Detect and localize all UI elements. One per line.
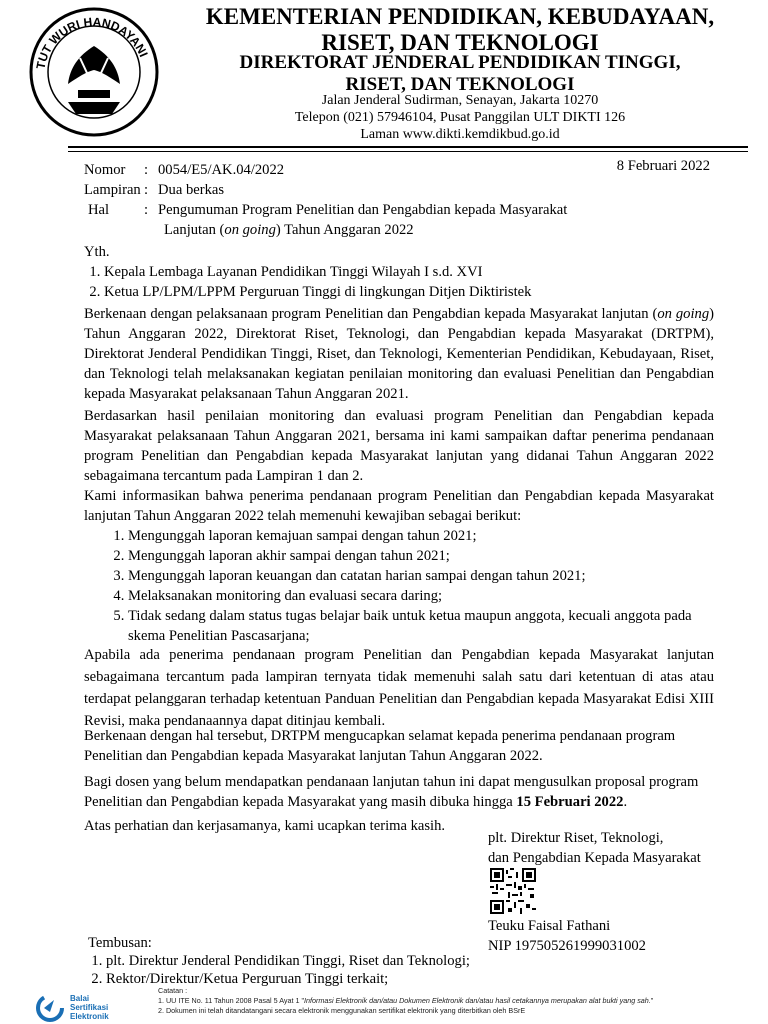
svg-text:Sertifikasi: Sertifikasi [70, 1003, 109, 1012]
body-paragraph-1: Berkenaan dengan pelaksanaan program Penelitian dan Pengabdian kepada Masyarakat lanjutan (on going) Tahun Anggaran 2022, Direktorat Riset, Teknologi, dan Pengabdian kepada Masyarakat (DRTPM), Direktorat Jenderal Pendidikan Tinggi, Riset, dan Teknologi, Kementerian Pendidikan, Kebudayaan, Riset, dan Teknologi telah melaksanakan kegiatan penilaian monitoring dan evaluasi Penelitian dan Pengabdian kepada Masyarakat pelaksanaan Tahun Anggaran 2021. [84, 306, 714, 402]
letterhead-address [160, 92, 760, 143]
body-paragraph-7: Atas perhatian dan kerjasamanya, kami ucapkan terima kasih. [84, 818, 446, 834]
signer-nip: NIP 197505261999031002 [488, 938, 646, 954]
letter-date: 8 Februari 2022 [616, 158, 710, 174]
catatan-label: Catatan : [158, 986, 188, 995]
body-paragraph-5: Berkenaan dengan hal tersebut, DRTPM mengucapkan selamat kepada penerima pendanaan program Penelitian dan Pengabdian kepada Masyarakat lanjutan Tahun Anggaran 2022. [84, 728, 676, 764]
list-item: 3. Mengunggah laporan keuangan dan catatan harian sampai dengan tahun 2021; [128, 566, 714, 586]
signer-name: Teuku Faisal Fathani [488, 918, 611, 934]
bsre-logo [34, 990, 154, 1024]
list-item: 5. Tidak sedang dalam status tugas belajar baik untuk ketua maupun anggota, kecuali anggota pada skema Penelitian Pascasarjana; [128, 606, 714, 646]
recipients [84, 242, 724, 302]
address-line: Jalan Jenderal Sudirman, Senayan, Jakarta 10270 [321, 93, 599, 108]
tembusan-item: 2. Rektor/Direktur/Ketua Perguruan Tinggi terkait; [106, 970, 508, 988]
letter-number: 0054/E5/AK.04/2022 [158, 162, 285, 178]
obligations-list [104, 526, 714, 646]
salutation: Yth. [84, 244, 110, 260]
letterhead-rule-thick [68, 146, 748, 148]
body-paragraph-4: Apabila ada penerima pendanaan program Penelitian dan Pengabdian kepada Masyarakat lanjutan sebagaimana tercantum pada lampiran ternyata tidak memenuhi salah satu dari ketentuan di atas atau terdapat pelanggaran terhadap ketentuan Panduan Penelitian dan Pengabdian kepada Masyarakat Edisi XIII Revisi, maka pendanaannya dapat ditinjau kembali. [84, 647, 714, 729]
letter-subject: Pengumuman Program Penelitian dan Pengabdian kepada Masyarakat Lanjutan (on going) Tahun Anggaran 2022 [158, 202, 568, 238]
tembusan-label: Tembusan: [88, 935, 152, 951]
tembusan [88, 934, 508, 988]
body-paragraph-2: Berdasarkan hasil penilaian monitoring dan evaluasi program Penelitian dan Pengabdian kepada Masyarakat pelaksanaan Tahun Anggaran 2021, bersama ini kami sampaikan daftar penerima pendanaan program Penelitian dan Pengabdian kepada Masyarakat lanjutan yang didanai Tahun Anggaran 2022 sebagaimana tercantum pada Lampiran 1 dan 2. [84, 408, 714, 484]
recipient-item: 2. Ketua LP/LPM/LPPM Perguruan Tinggi di lingkungan Ditjen Diktiristek [104, 282, 724, 302]
body-paragraph-6: Bagi dosen yang belum mendapatkan pendanaan lanjutan tahun ini dapat mengusulkan proposal program Penelitian dan Pengabdian kepada Masyarakat yang masih dibuka hingga 15 Februari 2022. [84, 774, 699, 810]
tembusan-item: 1. plt. Direktur Jenderal Pendidikan Tinggi, Riset dan Teknologi; [106, 952, 508, 970]
footer-notes [158, 986, 758, 1016]
tut-wuri-handayani-logo [28, 6, 160, 138]
attachment-count: Dua berkas [158, 182, 225, 198]
svg-text:TUT WURI HANDAYANI: TUT WURI HANDAYANI [33, 14, 151, 71]
qr-code [490, 868, 536, 914]
svg-text:Elektronik: Elektronik [70, 1012, 109, 1021]
list-item: 1. Mengunggah laporan kemajuan sampai dengan tahun 2021; [128, 526, 714, 546]
note-1: 1. UU ITE No. 11 Tahun 2008 Pasal 5 Ayat 1 "Informasi Elektronik dan/atau Dokumen Elektronik dan/atau hasil cetakannya merupakan alat bukti yang sah." [158, 996, 654, 1005]
directorate-title: DIREKTORAT JENDERAL PENDIDIKAN TINGGI, RISET, DAN TEKNOLOGI [239, 52, 681, 95]
list-item: 2. Mengunggah laporan akhir sampai dengan tahun 2021; [128, 546, 714, 566]
svg-text:Balai: Balai [70, 994, 90, 1003]
recipient-item: 1. Kepala Lembaga Layanan Pendidikan Tinggi Wilayah I s.d. XVI [104, 262, 724, 282]
signer-title: plt. Direktur Riset, Teknologi, [488, 830, 664, 846]
ministry-title: KEMENTERIAN PENDIDIKAN, KEBUDAYAAN, RISET, DAN TEKNOLOGI [205, 4, 715, 55]
list-item: 4. Melaksanakan monitoring dan evaluasi secara daring; [128, 586, 714, 606]
note-2: 2. Dokumen ini telah ditandatangani secara elektronik menggunakan sertifikat elektronik yang diterbitkan oleh BSrE [158, 1006, 526, 1015]
letterhead-rule-thin [68, 151, 748, 152]
phone-line: Telepon (021) 57946104, Pusat Panggilan ULT DIKTI 126 [294, 110, 626, 125]
website-line: Laman www.dikti.kemdikbud.go.id [360, 127, 560, 142]
letter-meta: Nomor : 0054/E5/AK.04/2022 Lampiran : Dua berkas Hal : Pengumuman Program Penelitian dan Pengabdian kepada Masyarakat Lanjutan (on going) Tahun Anggaran 2022 [84, 160, 684, 240]
body-paragraph-3: Kami informasikan bahwa penerima pendanaan program Penelitian dan Pengabdian kepada Masyarakat lanjutan Tahun Anggaran 2022 telah memenuhi kewajiban sebagai berikut: [84, 488, 714, 524]
signer-title: dan Pengabdian Kepada Masyarakat [488, 850, 701, 866]
